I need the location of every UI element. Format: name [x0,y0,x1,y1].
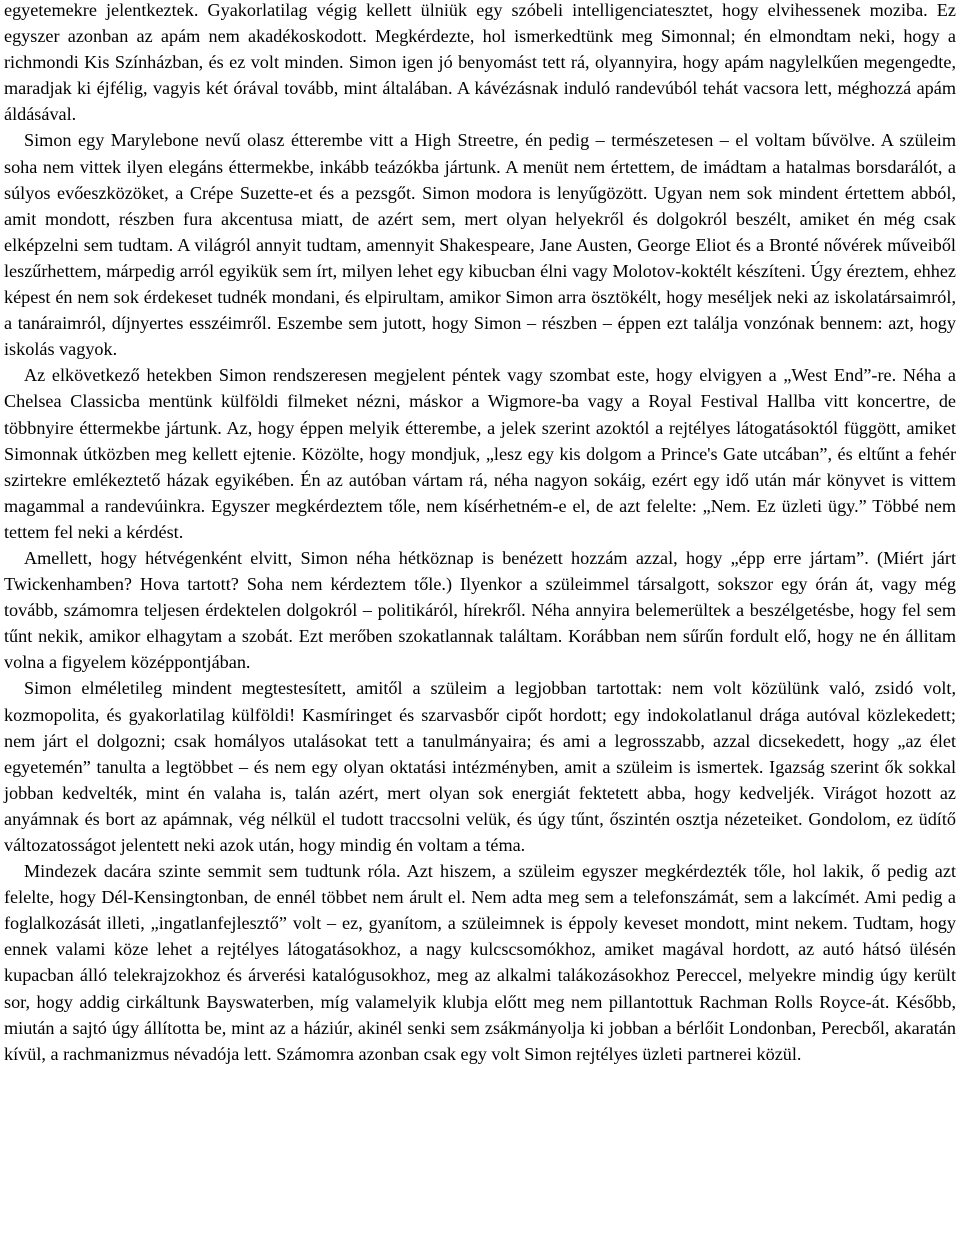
paragraph-4: Amellett, hogy hétvégenként elvitt, Simon néha hétköznap is benézett hozzám azzal, hogy „épp erre jártam”. (Miért járt Twickenhamben? Hova tartott? Soha nem kérdeztem tőle.) Ilyenkor a szüleimmel társalgott, sokszor egy órán át, vagy még tovább, számomra teljesen érdektelen dolgokról – politikáról, hírekről. Néha annyira belemerültek a beszélgetésbe, hogy fel sem tűnt nekik, amikor elhagytam a szobát. Ezt merőben szokatlannak találtam. Korábban nem sűrűn fordult elő, hogy ne én állitam volna a figyelem középpontjában. [4,547,956,673]
paragraph-1: egyetemekre jelentkeztek. Gyakorlatilag végig kellett ülniük egy szóbeli intelligenciatesztet, hogy elvihessenek moziba. Ez egyszer azonban az apám nem akadékoskodott. Megkérdezte, hol ismerkedtünk meg Simonnal; én elmondtam neki, hogy a richmondi Kis Színházban, és ez volt minden. Simon igen jó benyomást tett rá, olyannyira, hogy apám nagylelkűen megengedte, maradjak ki éjfélig, vagyis két órával tovább, mint általában. A kávézásnak induló randevúból tehát vacsora lett, méghozzá apám áldásával. [4,0,956,125]
paragraph-3: Az elkövetkező hetekben Simon rendszeresen megjelent péntek vagy szombat este, hogy elvigyen a „West End”-re. Néha a Chelsea Classicba mentünk külföldi filmeket nézni, máskor a Wigmore-ba vagy a Royal Festival Hallba vitt koncertre, de többnyire éttermekbe jártunk. Az, hogy éppen melyik étterembe, a jelek szerint azoktól a rejtélyes látogatásoktól függött, amiket Simonnak útközben meg kellett ejtenie. Közölte, hogy mondjuk, „lesz egy kis dolgom a Prince's Gate utcában”, és eltűnt a fehér szirtekre emlékeztető házak egyikében. Én az autóban vártam rá, néha nagyon sokáig, ezért egy idő után már könyvet is vittem magammal a randevúinkra. Egyszer megkérdeztem tőle, nem kísérhetném-e el, de azt felelte: „Nem. Ez üzleti ügy.” Többé nem tettem fel neki a kérdést. [4,365,956,542]
paragraph-2: Simon egy Marylebone nevű olasz étterembe vitt a High Streetre, én pedig – természetesen – el voltam bűvölve. A szüleim soha nem vittek ilyen elegáns éttermekbe, inkább teázókba jártunk. A menüt nem értettem, de imádtam a hatalmas borsdarálót, a súlyos evőeszközöket, a Crépe Suzette-et és a pezsgőt. Simon modora is lenyűgözött. Ugyan nem sok mindent értettem abból, amit mondott, részben fura akcentusa miatt, de azért sem, mert olyan helyekről és dolgokról beszélt, amiket én még csak elképzelni sem tudtam. A világról annyit tudtam, amennyit Shakespeare, Jane Austen, George Eliot és a Bronté nővérek műveiből leszűrhettem, márpedig arról egyikük sem írt, milyen lehet egy kibucban élni vagy Molotov-koktélt készíteni. Úgy éreztem, ehhez képest én nem sok érdekeset tudnék mondani, és elpirultam, amikor Simon arra ösztökélt, hogy meséljek neki az iskolatársaimról, a tanáraimról, díjnyertes esszéimről. Eszembe sem jutott, hogy Simon – részben – éppen ezt találja vonzónak bennem: azt, hogy iskolás vagyok. [4,130,956,360]
paragraph-5: Simon elméletileg mindent megtestesített, amitől a szüleim a legjobban tartottak: nem volt közülünk való, zsidó volt, kozmopolita, és gyakorlatilag külföldi! Kasmíringet és szarvasbőr cipőt hordott; egy indokolatlanul drága autóval közlekedett; nem járt el dolgozni; csak homályos utalásokat tett a tanulmányaira; és ami a legrosszabb, azzal dicsekedett, hogy „az élet egyetemén” tanulta a legtöbbet – és nem egy olyan oktatási intézményben, amit a szüleim is ismertek. Igazság szerint ők sokkal jobban kedvelték, mint én valaha is, talán azért, mert olyan sok energiát fektetett abba, hogy kedveljék. Virágot hozott az anyámnak és bort az apámnak, vég nélkül el tudott traccsolni velük, és úgy tűnt, őszintén osztja nézeteiket. Gondolom, ez üdítő változatosságot jelentett neki azok után, hogy mindig én voltam a téma. [4,678,956,855]
paragraph-6: Mindezek dacára szinte semmit sem tudtunk róla. Azt hiszem, a szüleim egyszer megkérdezték tőle, hol lakik, ő pedig azt felelte, hogy Dél-Kensingtonban, de ennél többet nem árult el. Nem adta meg sem a telefonszámát, sem a lakcímét. Ami pedig a foglalkozását illeti, „ingatlanfejlesztő” volt – ez, gyanítom, a szüleimnek is éppoly keveset mondott, mint nekem. Tudtam, hogy ennek valami köze lehet a rejtélyes látogatásokhoz, a nagy kulcscsomókhoz, amiket magával hordott, az autó hátsó ülésén kupacban álló telekrajzokhoz és árverési katalógusokhoz, meg az alkalmi talákozásokhoz Pereccel, melyekre mindig úgy került sor, hogy addig cirkáltunk Bayswaterben, míg valamelyik klubja előtt meg nem pillantottuk Rachman Rolls Royce-át. Később, miután a sajtó úgy állította be, mint az a háziúr, akinél senki sem zsákmányolja ki jobban a bérlőit Londonban, Perecből, akaratán kívül, a rachmanizmus névadója lett. Számomra azonban csak egy volt Simon rejtélyes üzleti partnerei közül. [4,861,956,1064]
